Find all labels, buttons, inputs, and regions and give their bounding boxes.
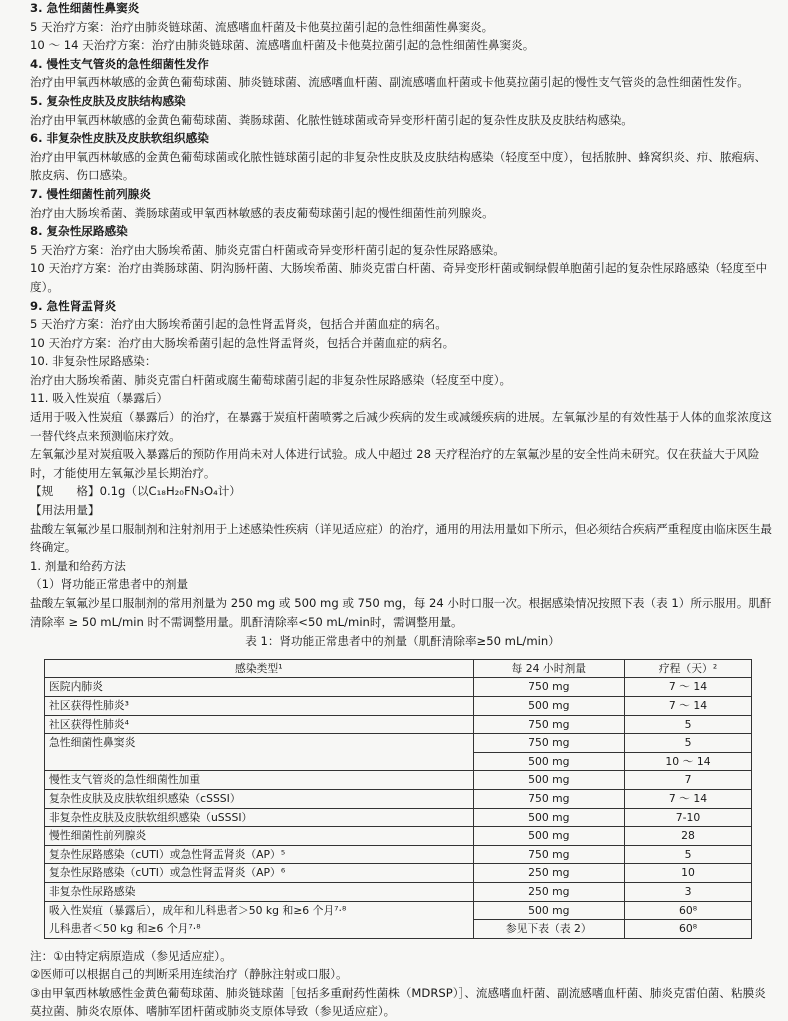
cell-duration: 5 xyxy=(625,734,752,753)
cell-daily-dose: 500 mg xyxy=(473,808,624,827)
table-row xyxy=(45,789,752,808)
paragraph: 治疗由甲氧西林敏感的金黄色葡萄球菌、肺炎链球菌、流感嗜血杆菌、副流感嗜血杆菌或卡他莫拉菌引起的慢性支气管炎的急性细菌性发作。 xyxy=(30,75,749,90)
cell-infection-type: 复杂性皮肤及皮肤软组织感染（cSSSI） xyxy=(45,789,474,808)
notes-section xyxy=(30,947,775,1021)
section-heading: 3. 急性细菌性鼻窦炎 xyxy=(30,1,140,15)
table-row xyxy=(45,864,752,883)
table-row xyxy=(45,882,752,901)
cell-daily-dose: 750 mg xyxy=(473,845,624,864)
paragraph: 治疗由甲氧西林敏感的金黄色葡萄球菌或化脓性链球菌引起的非复杂性皮肤及皮肤结构感染（轻度至中度），包括脓肿、蜂窝织炎、疖、脓疱病、脓皮病、伤口感染。 xyxy=(30,149,767,183)
paragraph: 盐酸左氧氟沙星口服制剂和注射剂用于上述感染性疾病（详见适应症）的治疗，通用的用法用量如下所示，但必须结合疾病严重程度由临床医生最终确定。 xyxy=(30,521,773,555)
table-row xyxy=(45,696,752,715)
cell-duration: 3 xyxy=(625,882,752,901)
header-duration: 疗程（天）² xyxy=(625,659,752,678)
cell-daily-dose: 参见下表（表 2） xyxy=(473,920,624,939)
section-heading: 5. 复杂性皮肤及皮肤结构感染 xyxy=(30,93,186,108)
body-text xyxy=(30,0,775,631)
cell-duration: 7 xyxy=(625,771,752,790)
footnote: 注：①由特定病原造成（参见适应症）。 xyxy=(30,948,232,963)
cell-duration: 10 ～ 14 xyxy=(625,752,752,771)
cell-daily-dose: 750 mg xyxy=(473,678,624,697)
section-heading: 7. 慢性细菌性前列腺炎 xyxy=(30,186,151,201)
header-infection-type: 感染类型¹ xyxy=(45,659,474,678)
dosage-table xyxy=(44,659,752,939)
table-row xyxy=(45,715,752,734)
footnote: ③由甲氧西林敏感性金黄色葡萄球菌、肺炎链球菌［包括多重耐药性菌株（MDRSP）］、流感嗜血杆菌、副流感嗜血杆菌、肺炎克雷伯菌、粘膜炎莫拉菌、肺炎农原体、嗜肺军团杆菌或肺炎支原体导致（参见适应症）。 xyxy=(30,985,766,1019)
table-row xyxy=(45,771,752,790)
cell-duration: 5 xyxy=(625,845,752,864)
cell-duration: 10 xyxy=(625,864,752,883)
paragraph: 5 天治疗方案：治疗由大肠埃希菌、肺炎克雷白杆菌或奇异变形杆菌引起的复杂性尿路感染。 xyxy=(30,242,505,257)
paragraph: 盐酸左氧氟沙星口服制剂的常用剂量为 250 mg 或 500 mg 或 750 mg，每 24 小时口服一次。根据感染情况按照下表（表 1）所示服用。肌酐清除率 ≥ 50 mL/min 时不需调整用量。肌酐清除率<50 mL/min时，需调整用量。 xyxy=(30,596,772,629)
cell-daily-dose: 500 mg xyxy=(473,827,624,846)
section-heading: 9. 急性肾盂肾炎 xyxy=(30,298,117,313)
paragraph: 1. 剂量和给药方法 xyxy=(30,558,126,573)
cell-infection-type: 非复杂性尿路感染 xyxy=(45,882,474,901)
paragraph: 治疗由甲氧西林敏感的金黄色葡萄球菌、粪肠球菌、化脓性链球菌或奇异变形杆菌引起的复杂性皮肤及皮肤结构感染。 xyxy=(30,112,633,127)
section-heading: 8. 复杂性尿路感染 xyxy=(30,224,128,239)
section-heading: 6. 非复杂性皮肤及皮肤软组织感染 xyxy=(30,131,209,146)
cell-infection-type: 慢性支气管炎的急性细菌性加重 xyxy=(45,771,474,790)
cell-daily-dose: 250 mg xyxy=(473,864,624,883)
cell-infection-type: 社区获得性肺炎⁴ xyxy=(45,715,474,734)
paragraph: 5 天治疗方案：治疗由肺炎链球菌、流感嗜血杆菌及卡他莫拉菌引起的急性细菌性鼻窦炎。 xyxy=(30,19,494,34)
document-page xyxy=(30,0,775,1021)
cell-daily-dose: 250 mg xyxy=(473,882,624,901)
paragraph: 11. 吸入性炭疽（暴露后） xyxy=(30,391,169,406)
cell-duration: 7 ～ 14 xyxy=(625,678,752,697)
cell-infection-type: 医院内肺炎 xyxy=(45,678,474,697)
paragraph: 10 天治疗方案：治疗由大肠埃希菌引起的急性肾盂肾炎，包括合并菌血症的病名。 xyxy=(30,335,455,350)
cell-daily-dose: 500 mg xyxy=(473,752,624,771)
paragraph: 【用法用量】 xyxy=(30,503,100,518)
cell-duration: 7 ～ 14 xyxy=(625,696,752,715)
cell-duration: 7 ～ 14 xyxy=(625,789,752,808)
paragraph: 10. 非复杂性尿路感染： xyxy=(30,354,157,369)
section-heading: 4. 慢性支气管炎的急性细菌性发作 xyxy=(30,56,209,71)
cell-infection-type xyxy=(45,752,474,771)
table-row xyxy=(45,845,752,864)
paragraph: 5 天治疗方案：治疗由大肠埃希菌引起的急性肾盂肾炎，包括合并菌血症的病名。 xyxy=(30,317,447,332)
cell-infection-type: 急性细菌性鼻窦炎 xyxy=(45,734,474,753)
paragraph: 10 天治疗方案：治疗由粪肠球菌、阴沟肠杆菌、大肠埃希菌、肺炎克雷白杆菌、奇异变形杆菌或铜绿假单胞菌引起的复杂性尿路感染（轻度至中度）。 xyxy=(30,261,768,294)
cell-infection-type: 复杂性尿路感染（cUTI）或急性肾盂肾炎（AP）⁵ xyxy=(45,845,474,864)
cell-daily-dose: 500 mg xyxy=(473,696,624,715)
cell-infection-type: 吸入性炭疽（暴露后），成年和儿科患者＞50 kg 和≥6 个月⁷·⁸ xyxy=(45,901,474,920)
table-row xyxy=(45,734,752,753)
cell-infection-type: 慢性细菌性前列腺炎 xyxy=(45,827,474,846)
paragraph: （1）肾功能正常患者中的剂量 xyxy=(30,577,189,592)
cell-duration: 7-10 xyxy=(625,808,752,827)
table-row xyxy=(45,808,752,827)
paragraph: 治疗由大肠埃希菌、肺炎克雷白杆菌或腐生葡萄球菌引起的非复杂性尿路感染（轻度至中度）。 xyxy=(30,372,512,387)
cell-duration: 5 xyxy=(625,715,752,734)
footnote: ②医师可以根据自己的判断采用连续治疗（静脉注射或口服）。 xyxy=(30,967,348,982)
cell-infection-type: 复杂性尿路感染（cUTI）或急性肾盂肾炎（AP）⁶ xyxy=(45,864,474,883)
paragraph: 10 ～ 14 天治疗方案：治疗由肺炎链球菌、流感嗜血杆菌及卡他莫拉菌引起的急性细菌性鼻窦炎。 xyxy=(30,38,535,53)
header-daily-dose: 每 24 小时剂量 xyxy=(473,659,624,678)
cell-duration: 60⁸ xyxy=(625,920,752,939)
cell-daily-dose: 750 mg xyxy=(473,734,624,753)
table-header-row xyxy=(45,659,752,678)
cell-daily-dose: 750 mg xyxy=(473,715,624,734)
cell-duration: 28 xyxy=(625,827,752,846)
table-row xyxy=(45,678,752,697)
paragraph: 左氧氟沙星对炭疽吸入暴露后的预防作用尚未对人体进行试验。成人中超过 28 天疗程治疗的左氧氟沙星的安全性尚未研究。仅在获益大于风险时，才能使用左氧氟沙星长期治疗。 xyxy=(30,447,760,480)
cell-infection-type: 儿科患者＜50 kg 和≥6 个月⁷·⁸ xyxy=(45,920,474,939)
cell-daily-dose: 500 mg xyxy=(473,771,624,790)
table-row xyxy=(45,920,752,939)
cell-daily-dose: 750 mg xyxy=(473,789,624,808)
table-caption: 表 1：肾功能正常患者中的剂量（肌酐清除率≥50 mL/min） xyxy=(245,634,560,649)
cell-infection-type: 社区获得性肺炎³ xyxy=(45,696,474,715)
cell-infection-type: 非复杂性皮肤及皮肤软组织感染（uSSSI） xyxy=(45,808,474,827)
paragraph: 适用于吸入性炭疽（暴露后）的治疗，在暴露于炭疽杆菌喷雾之后减少疾病的发生或减缓疾病的进展。左氧氟沙星的有效性基于人体的血浆浓度这一替代终点来预测临床疗效。 xyxy=(30,410,773,443)
table-row xyxy=(45,901,752,920)
table-row xyxy=(45,752,752,771)
table-row xyxy=(45,827,752,846)
paragraph: 【规 格】0.1g（以C₁₈H₂₀FN₃O₄计） xyxy=(30,484,241,499)
cell-daily-dose: 500 mg xyxy=(473,901,624,920)
paragraph: 治疗由大肠埃希菌、粪肠球菌或甲氧西林敏感的表皮葡萄球菌引起的慢性细菌性前列腺炎。 xyxy=(30,205,494,220)
cell-duration: 60⁸ xyxy=(625,901,752,920)
